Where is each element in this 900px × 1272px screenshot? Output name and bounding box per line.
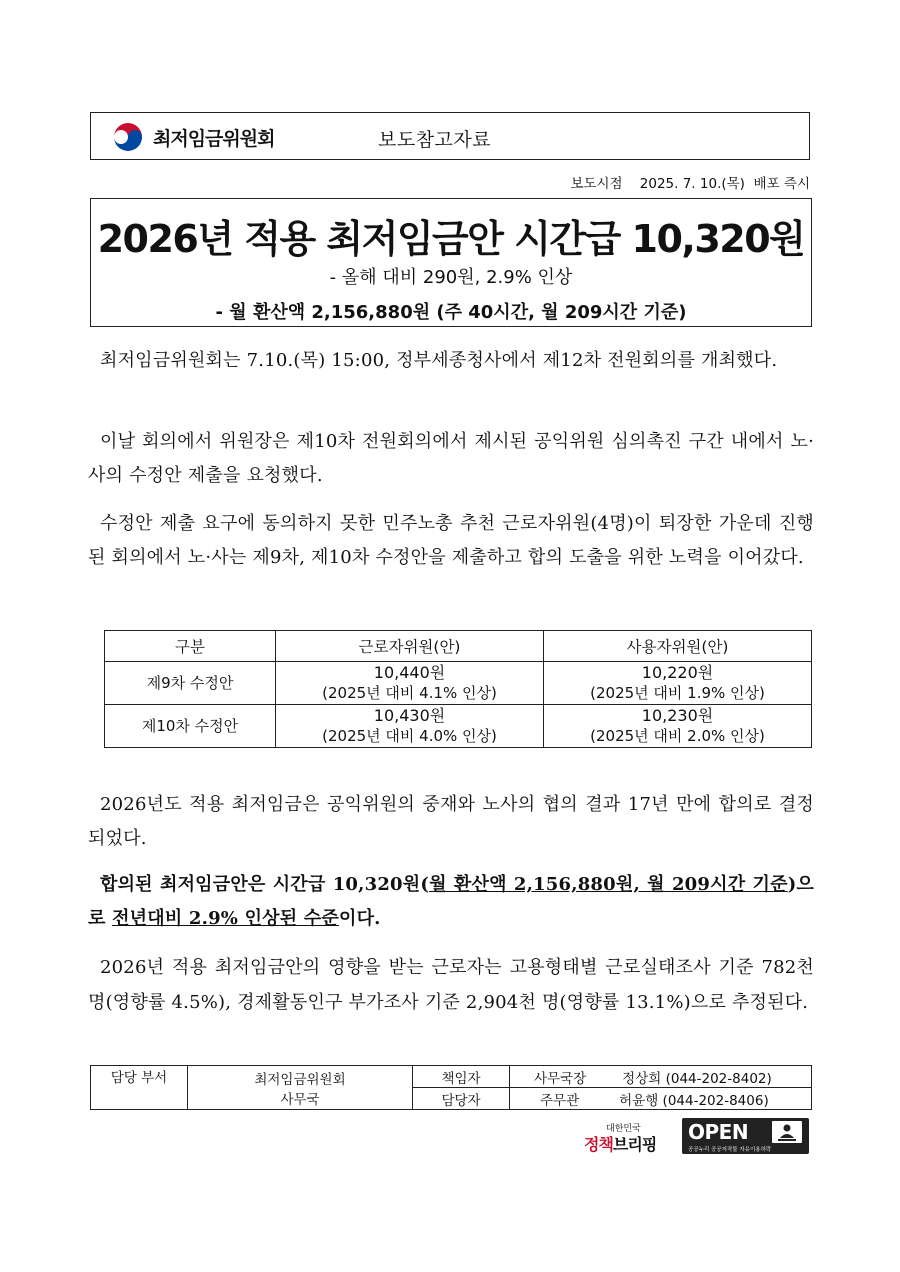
release-date: 2025. 7. 10.(목) bbox=[639, 176, 745, 192]
release-timing bbox=[570, 172, 810, 192]
attribution-person-icon bbox=[772, 1121, 802, 1143]
row-label: 제10차 수정안 bbox=[105, 705, 276, 748]
employer-amount: 10,220원 bbox=[641, 663, 714, 682]
worker-proposal-cell bbox=[276, 662, 544, 705]
contact-title: 사무국장 bbox=[534, 1070, 587, 1087]
worker-note: (2025년 대비 4.0% 인상) bbox=[322, 727, 497, 745]
contact-name: 정상희 bbox=[622, 1070, 662, 1087]
paragraph-5-text: 합의된 최저임금안은 시간급 10,320원( bbox=[100, 874, 430, 895]
employer-note: (2025년 대비 1.9% 인상) bbox=[590, 684, 765, 702]
paragraph-5-underlined-increase: 전년대비 2.9% 인상된 수준 bbox=[112, 908, 339, 929]
worker-amount: 10,430원 bbox=[373, 706, 446, 725]
dept-name bbox=[188, 1066, 413, 1110]
table-header-row bbox=[105, 631, 812, 662]
organization-name: 최저임금위원회 bbox=[153, 128, 275, 150]
column-header: 근로자위원(안) bbox=[276, 631, 544, 662]
paragraph-3: 수정안 제출 요구에 동의하지 못한 민주노총 추천 근로자위원(4명)이 퇴장한 가운데 진행된 회의에서 노·사는 제9차, 제10차 수정안을 제출하고 합의 도출을 위한 노력을 이어갔다. bbox=[88, 513, 814, 568]
paragraph-5-underlined-monthly: 월 환산액 2,156,880원, 월 209시간 기준 bbox=[429, 874, 788, 895]
contact-detail bbox=[510, 1088, 812, 1110]
headline-subtitle-2: - 월 환산액 2,156,880원 (주 40시간, 월 209시간 기준) bbox=[215, 302, 687, 323]
table-row bbox=[91, 1066, 812, 1088]
worker-amount: 10,440원 bbox=[373, 663, 446, 682]
contact-role: 담당자 bbox=[413, 1088, 510, 1110]
worker-note: (2025년 대비 4.1% 인상) bbox=[322, 684, 497, 702]
employer-proposal-cell bbox=[544, 705, 812, 748]
row-label: 제9차 수정안 bbox=[105, 662, 276, 705]
kogl-open-subtext: 공공누리 공공저작물 자유이용허락 bbox=[688, 1147, 772, 1153]
dept-label: 담당 부서 bbox=[91, 1066, 188, 1110]
paragraph-5-text: 이다. bbox=[338, 908, 381, 929]
release-label: 보도시점 bbox=[570, 176, 623, 192]
headline-subtitle-1: - 올해 대비 290원, 2.9% 인상 bbox=[329, 267, 573, 288]
employer-amount: 10,230원 bbox=[641, 706, 714, 725]
paragraph-1: 최저임금위원회는 7.10.(목) 15:00, 정부세종청사에서 제12차 전원회의를 개최했다. bbox=[100, 350, 778, 371]
contact-table bbox=[90, 1065, 812, 1110]
contact-phone: (044-202-8402) bbox=[665, 1070, 772, 1087]
dept-name-line-2: 사무국 bbox=[280, 1091, 320, 1108]
policy-briefing-wordmark-red: 정책 bbox=[584, 1135, 613, 1154]
table-row bbox=[105, 662, 812, 705]
paragraph-5 bbox=[88, 868, 814, 936]
policy-briefing-wordmark-black: 브리핑 bbox=[612, 1135, 657, 1154]
contact-role: 책임자 bbox=[413, 1066, 510, 1088]
paragraph-2: 이날 회의에서 위원장은 제10차 전원회의에서 제시된 공익위원 심의촉진 구간 내에서 노·사의 수정안 제출을 요청했다. bbox=[88, 431, 814, 486]
headline-title: 2026년 적용 최저임금안 시간급 10,320원 bbox=[97, 217, 805, 261]
contact-phone: (044-202-8406) bbox=[662, 1092, 769, 1109]
employer-proposal-cell bbox=[544, 662, 812, 705]
worker-proposal-cell bbox=[276, 705, 544, 748]
release-note: 배포 즉시 bbox=[753, 176, 810, 192]
contact-title: 주무관 bbox=[540, 1092, 580, 1109]
paragraph-5-text: )으로 bbox=[88, 874, 814, 929]
column-header: 구분 bbox=[105, 631, 276, 662]
paragraph-4: 2026년도 적용 최저임금은 공익위원의 중재와 노사의 협의 결과 17년 만에 합의로 결정되었다. bbox=[88, 794, 814, 849]
column-header: 사용자위원(안) bbox=[544, 631, 812, 662]
kogl-open-word: OPEN bbox=[688, 1120, 749, 1144]
contact-name: 허윤행 bbox=[619, 1092, 659, 1109]
paragraph-6: 2026년 적용 최저임금안의 영향을 받는 근로자는 고용형태별 근로실태조사 기준 782천 명(영향률 4.5%), 경제활동인구 부가조사 기준 2,904천 명(영향률 13.1%)으로 추정된다. bbox=[88, 957, 814, 1013]
contact-detail bbox=[510, 1066, 812, 1088]
policy-briefing-wordmark bbox=[584, 1132, 656, 1155]
government-logo-icon bbox=[112, 121, 144, 153]
dept-name-line-1: 최저임금위원회 bbox=[254, 1071, 346, 1088]
employer-note: (2025년 대비 2.0% 인상) bbox=[590, 727, 765, 745]
policy-briefing-logo bbox=[584, 1121, 674, 1155]
document-type: 보도참고자료 bbox=[378, 129, 492, 151]
policy-briefing-small-text: 대한민국 bbox=[606, 1124, 641, 1134]
table-row bbox=[105, 705, 812, 748]
proposal-table bbox=[104, 630, 812, 748]
